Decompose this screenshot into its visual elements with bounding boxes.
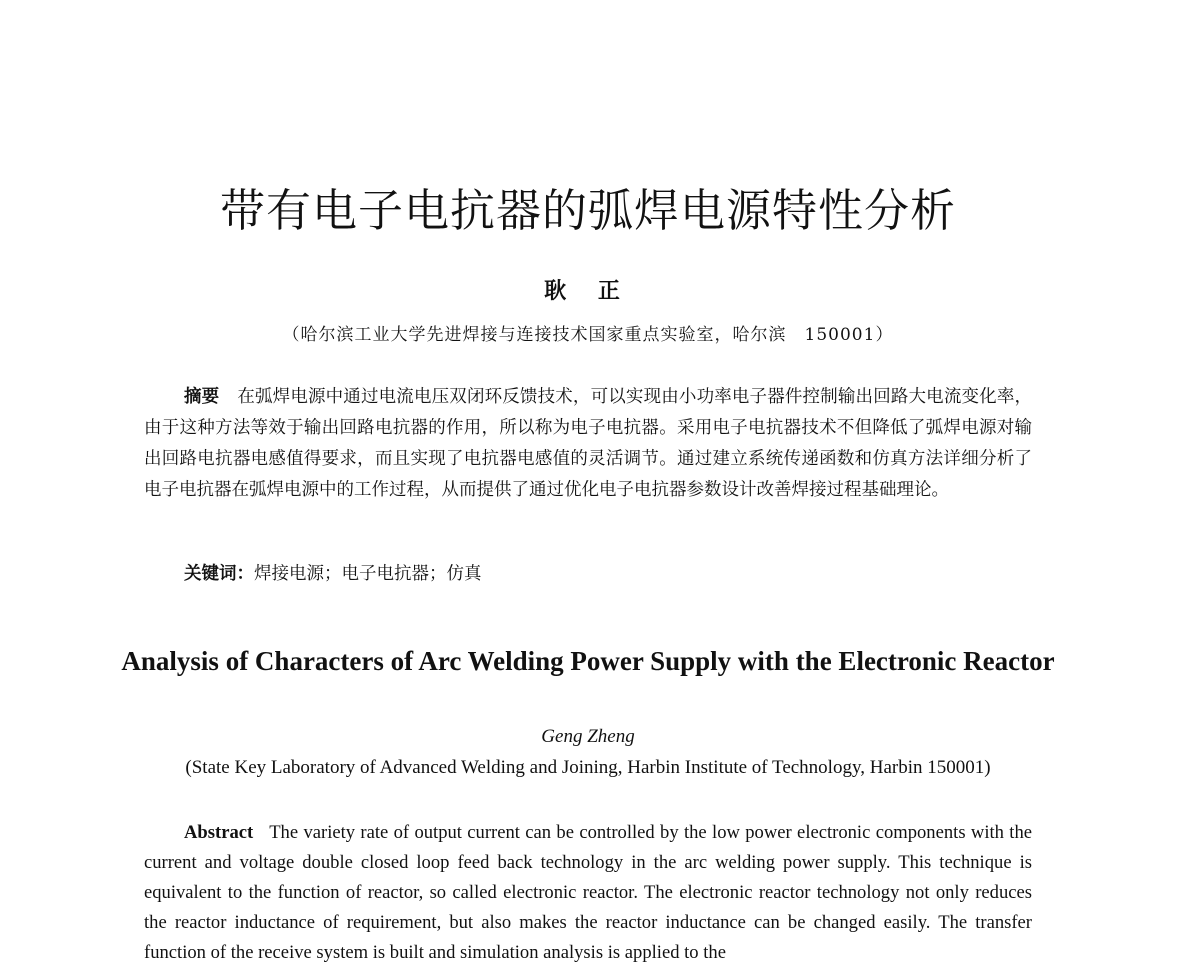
- english-title: Analysis of Characters of Arc Welding Power Supply with the Electronic Reactor: [121, 646, 1055, 676]
- english-abstract: [144, 818, 1032, 968]
- english-abstract-label: Abstract: [184, 822, 254, 843]
- chinese-keywords-text: 焊接电源；电子电抗器；仿真: [254, 564, 482, 584]
- chinese-title: 带有电子电抗器的弧焊电源特性分析: [219, 184, 956, 237]
- chinese-abstract-label: 摘要: [184, 387, 220, 407]
- chinese-keywords-label: 关键词：: [184, 564, 254, 584]
- english-affiliation: (State Key Laboratory of Advanced Welding and Joining, Harbin Institute of Technology, Harbin 150001): [185, 757, 991, 778]
- chinese-abstract-text: 在弧焊电源中通过电流电压双闭环反馈技术，可以实现由小功率电子器件控制输出回路大电流变化率，由于这种方法等效于输出回路电抗器的作用，所以称为电子电抗器。采用电子电抗器技术不但降低了弧焊电源对输出回路电抗器电感值得要求，而且实现了电抗器电感值的灵活调节。通过建立系统传递函数和仿真方法详细分析了电子电抗器在弧焊电源中的工作过程，从而提供了通过优化电子电抗器参数设计改善焊接过程基础理论。: [144, 387, 1032, 500]
- chinese-author: 耿 正: [544, 278, 632, 304]
- english-abstract-text: The variety rate of output current can be controlled by the low power electronic components with the current and voltage double closed loop feed back technology in the arc welding power supply. This technique is equivalent to the function of reactor, so called electronic reactor. The electronic reactor technology not only reduces the reactor inductance of requirement, but also makes the reactor inductance can be changed easily. The transfer function of the receive system is built and simulation analysis is applied to the: [144, 822, 1032, 963]
- chinese-keywords: [184, 561, 482, 587]
- chinese-abstract: [144, 382, 1032, 506]
- chinese-affiliation: （哈尔滨工业大学先进焊接与连接技术国家重点实验室，哈尔滨 150001）: [282, 325, 894, 345]
- english-author: Geng Zheng: [541, 726, 635, 747]
